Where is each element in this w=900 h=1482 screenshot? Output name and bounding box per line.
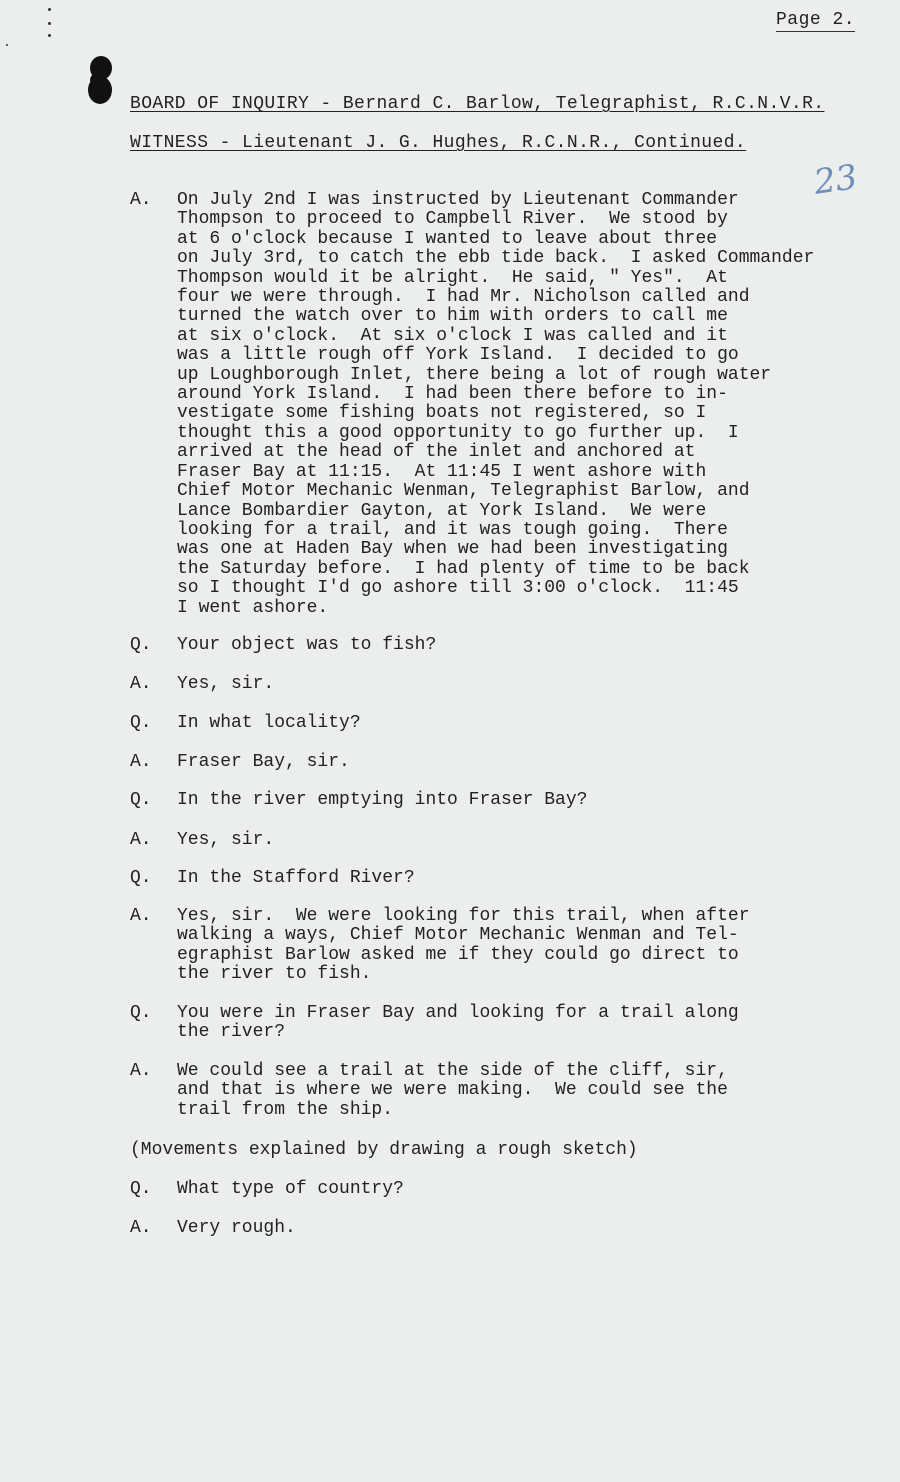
speaker-label: Q. [130,790,152,810]
text-line: the Saturday before. I had plenty of time to be back [177,558,750,579]
text-line: so I thought I'd go ashore till 3:00 o'clock. 11:45 [177,578,739,599]
text-line: trail from the ship. [177,1099,394,1120]
speaker-label: A. [130,752,152,772]
speaker-label: A. [130,190,152,210]
entry-text [177,869,415,888]
text-line: was a little rough off York Island. I decided to go [177,345,739,366]
entry-text [177,1004,739,1043]
text-line: arrived at the head of the inlet and anchored at [177,442,696,463]
text-line: What type of country? [177,1179,404,1199]
text-line: was one at Haden Bay when we had been investigating [177,539,728,560]
page-number: Page 2. [776,10,856,30]
text-line: at six o'clock. At six o'clock I was called and it [177,325,728,346]
text-line: four we were through. I had Mr. Nicholson called and [177,287,750,308]
speaker-label: Q. [130,635,152,655]
board-heading: BOARD OF INQUIRY - Bernard C. Barlow, Telegraphist, R.C.N.V.R. [130,94,825,114]
text-line: I went ashore. [177,597,329,618]
entry-text [177,714,361,733]
text-line: Thompson would it be alright. He said, " Yes". At [177,267,728,288]
text-line: the river? [177,1022,286,1043]
text-line: You were in Fraser Bay and looking for a trail along [177,1003,739,1023]
text-line: Thompson to proceed to Campbell River. We stood by [177,209,728,230]
text-line: We could see a trail at the side of the cliff, sir, [177,1061,728,1081]
entry-text [177,675,274,694]
entry-text [177,753,350,772]
text-line: Very rough. [177,1218,296,1238]
text-line: on July 3rd, to catch the ebb tide back. I asked Commander [177,248,815,269]
text-line: turned the watch over to him with orders to call me [177,306,728,327]
text-line: On July 2nd I was instructed by Lieutenant Commander [177,190,739,210]
entry-text [177,1180,404,1199]
paper-speck [48,22,51,25]
entry-text [177,191,814,618]
speaker-label: A. [130,674,152,694]
binder-hole-mark [86,54,116,106]
text-line: looking for a trail, and it was tough going. There [177,519,728,540]
entry-text [177,791,587,810]
text-line: and that is where we were making. We could see the [177,1080,728,1101]
paper-speck [48,34,51,37]
text-line: Yes, sir. We were looking for this trail, when after [177,906,750,926]
text-line: Yes, sir. [177,830,275,850]
text-line: Your object was to fish? [177,635,437,655]
text-line: thought this a good opportunity to go further up. I [177,422,739,443]
handwritten-page-number: 23 [811,157,860,203]
speaker-label: A. [130,906,152,926]
entry-text [177,1219,296,1238]
text-line: at 6 o'clock because I wanted to leave about three [177,228,718,249]
speaker-label: Q. [130,1003,152,1023]
text-line: the river to fish. [177,964,372,985]
sketch-note: (Movements explained by drawing a rough sketch) [130,1140,638,1160]
text-line: Fraser Bay at 11:15. At 11:45 I went ashore with [177,461,707,482]
entry-text [177,636,436,655]
speaker-label: A. [130,1061,152,1081]
entry-text [177,831,274,850]
text-line: In what locality? [177,713,361,733]
entry-text [177,1062,728,1120]
paper-speck [48,8,51,11]
text-line: up Loughborough Inlet, there being a lot of rough water [177,364,772,385]
speaker-label: A. [130,1218,152,1238]
text-line: egraphist Barlow asked me if they could go direct to [177,944,739,965]
text-line: Lance Bombardier Gayton, at York Island. We were [177,500,707,521]
text-line: Fraser Bay, sir. [177,752,350,772]
entry-text [177,907,750,985]
speaker-label: Q. [130,868,152,888]
text-line: In the Stafford River? [177,868,415,888]
text-line: Chief Motor Mechanic Wenman, Telegraphist Barlow, and [177,481,750,502]
witness-heading: WITNESS - Lieutenant J. G. Hughes, R.C.N.R., Continued. [130,133,747,153]
paper-speck [6,44,8,46]
text-line: Yes, sir. [177,674,275,694]
text-line: In the river emptying into Fraser Bay? [177,790,588,810]
speaker-label: Q. [130,713,152,733]
speaker-label: A. [130,830,152,850]
text-line: vestigate some fishing boats not registered, so I [177,403,707,424]
text-line: walking a ways, Chief Motor Mechanic Wenman and Tel- [177,925,739,946]
speaker-label: Q. [130,1179,152,1199]
text-line: around York Island. I had been there before to in- [177,384,728,405]
